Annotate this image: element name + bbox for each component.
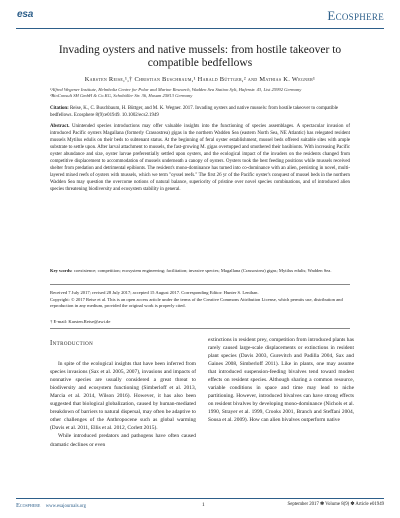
footer-website-link[interactable]: www.esajournals.org [45,504,87,509]
divider-rule [50,284,350,285]
keywords-text: coexistence; competition; ecosystem engineering; facilitation; invasive species; Magallana (Crassostrea) gigas; Mytilus edulis; Wadden Sea. [73,268,332,273]
keywords-block [50,268,350,275]
header-rule [16,28,384,29]
abstract-block [50,124,350,194]
body-paragraph: In spite of the ecological insights that have been inferred from species invasions (Sax et al. 2005, 2007), invasions and impacts of nonnative species are usually considered a great threat to biodiversity and ecosystem functioning (Simberloff et al. 2013, Marcia et al. 2014, Wilson 2016). However, it has also been suggested that biological globalization, caused by human-mediated breakdown of barriers to natural dispersal, may often be adaptive to other challenges of the Anthropocene such as global warming (Davis et al. 2011, Ellis et al. 2012, Corlett 2015). [50,361,196,432]
journal-header [16,8,384,28]
copyright-notice: Copyright: © 2017 Reise et al. This is an open access article under the terms of the Creative Commons Attribution License, which permits use, distribution and reproduction in any medium, provided the original work is properly cited. [50,296,343,309]
abstract-label: Abstract. [50,124,70,129]
divider-rule-lower [50,328,350,329]
abstract-text: Unintended species introductions may offer valuable insights into the functioning of species assemblages. A spectacular invasion of introduced Pacific oysters Magallana (formerly Crassostrea) gigas in the northern Wadden Sea (eastern North Sea, NE Atlantic) has relegated resident mussels Mytilus edulis on their beds to subtenant status. At the beginning of feral oyster establishment, mussel beds offered suitable sites with ample substrate to settle upon. After larval attachment to mussels, the fast-growing M. gigas overtopped and smothered their basibionts. With increasing Pacific oyster abundance and size, oyster larvae preferentially settled upon oysters, and the ecological impact of the invaders on the residents changed from competitive displacement to accommodation of mussels underneath a canopy of oysters. Oysters took the best feeding positions while mussels received shelter from predation and detrimental epibionts. The resident's mono-dominance has turned into co-dominance with an alien, persisting in novel, multi-layered mixed reefs of oysters with mussels, which we term "oyssel reefs." The first 26 yr of the Pacific oyster's conquest of mussel beds in the northern Wadden Sea may question the overcome notions of natural balance, superiority of pristine over novel species combinations, and of introduced alien species threatening biodiversity and ecosystem stability in general. [50,124,350,192]
corresponding-email[interactable]: † E-mail: Karsten.Reise@awi.de [50,319,111,324]
received-block [50,290,350,310]
footer-rule [16,498,384,499]
page-number: 1 [202,502,205,508]
page-footer [16,502,384,512]
keywords-label: Key words: [50,268,73,273]
body-paragraph: While introduced predators and pathogens have often caused dramatic declines or even [50,433,196,448]
citation-block [50,106,350,120]
section-heading-introduction: Introduction [50,340,94,347]
citation-label: Citation: [50,106,69,111]
esa-logo: esa [17,9,34,20]
footer-journal [16,502,86,509]
affiliation-1: ¹Alfred Wegener Institute, Helmholtz Centre for Polar and Marine Research, Wadden Sea Station Sylt, Hafenstr. 43, List 25992 Germany [50,87,302,92]
body-column-left [50,336,196,449]
issue-info: September 2017 ✽ Volume 8(9) ✽ Article e01949 [287,502,384,507]
body-column-right [208,336,354,425]
body-paragraph: extinctions in resident prey, competition from introduced plants has rarely caused large-scale displacements or extinctions in resident plant species (Davis 2003, Gurevitch and Padilla 2004, Sax and Gaines 2008, Simberloff 2011). Like in plants, one may assume that introduced suspension-feeding bivalves tend toward modest effects on resident species. Although sharing a common resource, variable conditions in space and time may lead to niche partitioning. However, introduced bivalves can have strong effects on resident bivalves by developing mono-dominance (Nichols et al. 1990, Strayer et al. 1999, Crooks 2001, Branch and Steffani 2004, Sousa et al. 2009). How can alien bivalves outperform native [208,337,354,424]
received-dates: Received 7 July 2017; revised 28 July 2017; accepted 15 August 2017. Corresponding Editor: Hunter S. Lenihan. [50,290,259,295]
citation-text: Reise, K., C. Buschbaum, H. Büttger, and M. K. Wegner. 2017. Invading oysters and native mussels: from hostile takeover to compatible bedfellows. Ecosphere 8(9):e01949. 10.1002/ecs2.1949 [50,106,339,118]
author-list: Karsten Reise,¹,† Christian Buschbaum,¹ Harald Büttger,² and Mathias K. Wegner¹ [84,76,316,83]
affiliations [50,87,350,100]
affiliation-2: ²BioConsult SH GmbH & Co.KG, Schobüller Str. 36, Husum 25813 Germany [50,93,193,99]
article-title: Invading oysters and native mussels: from hostile takeover to compatible bedfellows [58,44,342,69]
footer-journal-name: Ecosphere [16,502,41,509]
journal-name: Ecosphere [327,8,384,23]
